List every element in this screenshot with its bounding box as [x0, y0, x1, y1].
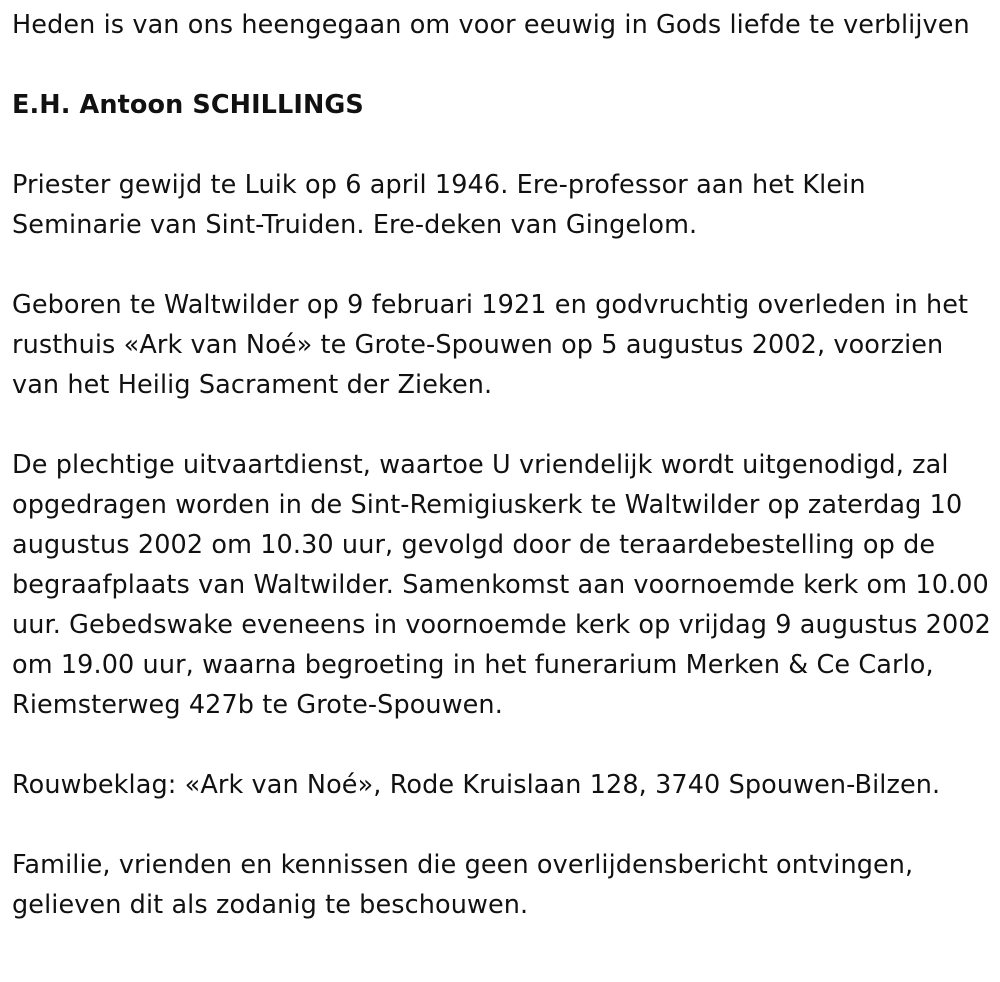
obituary-document — [12, 5, 992, 925]
funeral-paragraph: De plechtige uitvaartdienst, waartoe U vriendelijk wordt uitgenodigd, zal opgedragen worden in de Sint-Remigiuskerk te Waltwilder op zaterdag 10 augustus 2002 om 10.30 uur, gevolgd door de teraardebestelling op de begraafplaats van Waltwilder. Samenkomst aan voornoemde kerk om 10.00 uur. Gebedswake eveneens in voornoemde kerk op vrijdag 9 augustus 2002 om 19.00 uur, waarna begroeting in het funerarium Merken & Ce Carlo, Riemsterweg 427b te Grote-Spouwen. — [12, 450, 991, 720]
closing-paragraph: Familie, vrienden en kennissen die geen overlijdensbericht ontvingen, gelieven dit als zodanig te beschouwen. — [12, 850, 914, 920]
condolences-paragraph: Rouwbeklag: «Ark van Noé», Rode Kruislaan 128, 3740 Spouwen-Bilzen. — [12, 770, 941, 800]
ordination-paragraph: Priester gewijd te Luik op 6 april 1946. Ere-professor aan het Klein Seminarie van Sint-Truiden. Ere-deken van Gingelom. — [12, 170, 866, 240]
intro-paragraph: Heden is van ons heengegaan om voor eeuwig in Gods liefde te verblijven — [12, 10, 970, 40]
deceased-name: E.H. Antoon SCHILLINGS — [12, 90, 364, 120]
birth-death-paragraph: Geboren te Waltwilder op 9 februari 1921 en godvruchtig overleden in het rusthuis «Ark van Noé» te Grote-Spouwen op 5 augustus 2002, voorzien van het Heilig Sacrament der Zieken. — [12, 290, 969, 400]
